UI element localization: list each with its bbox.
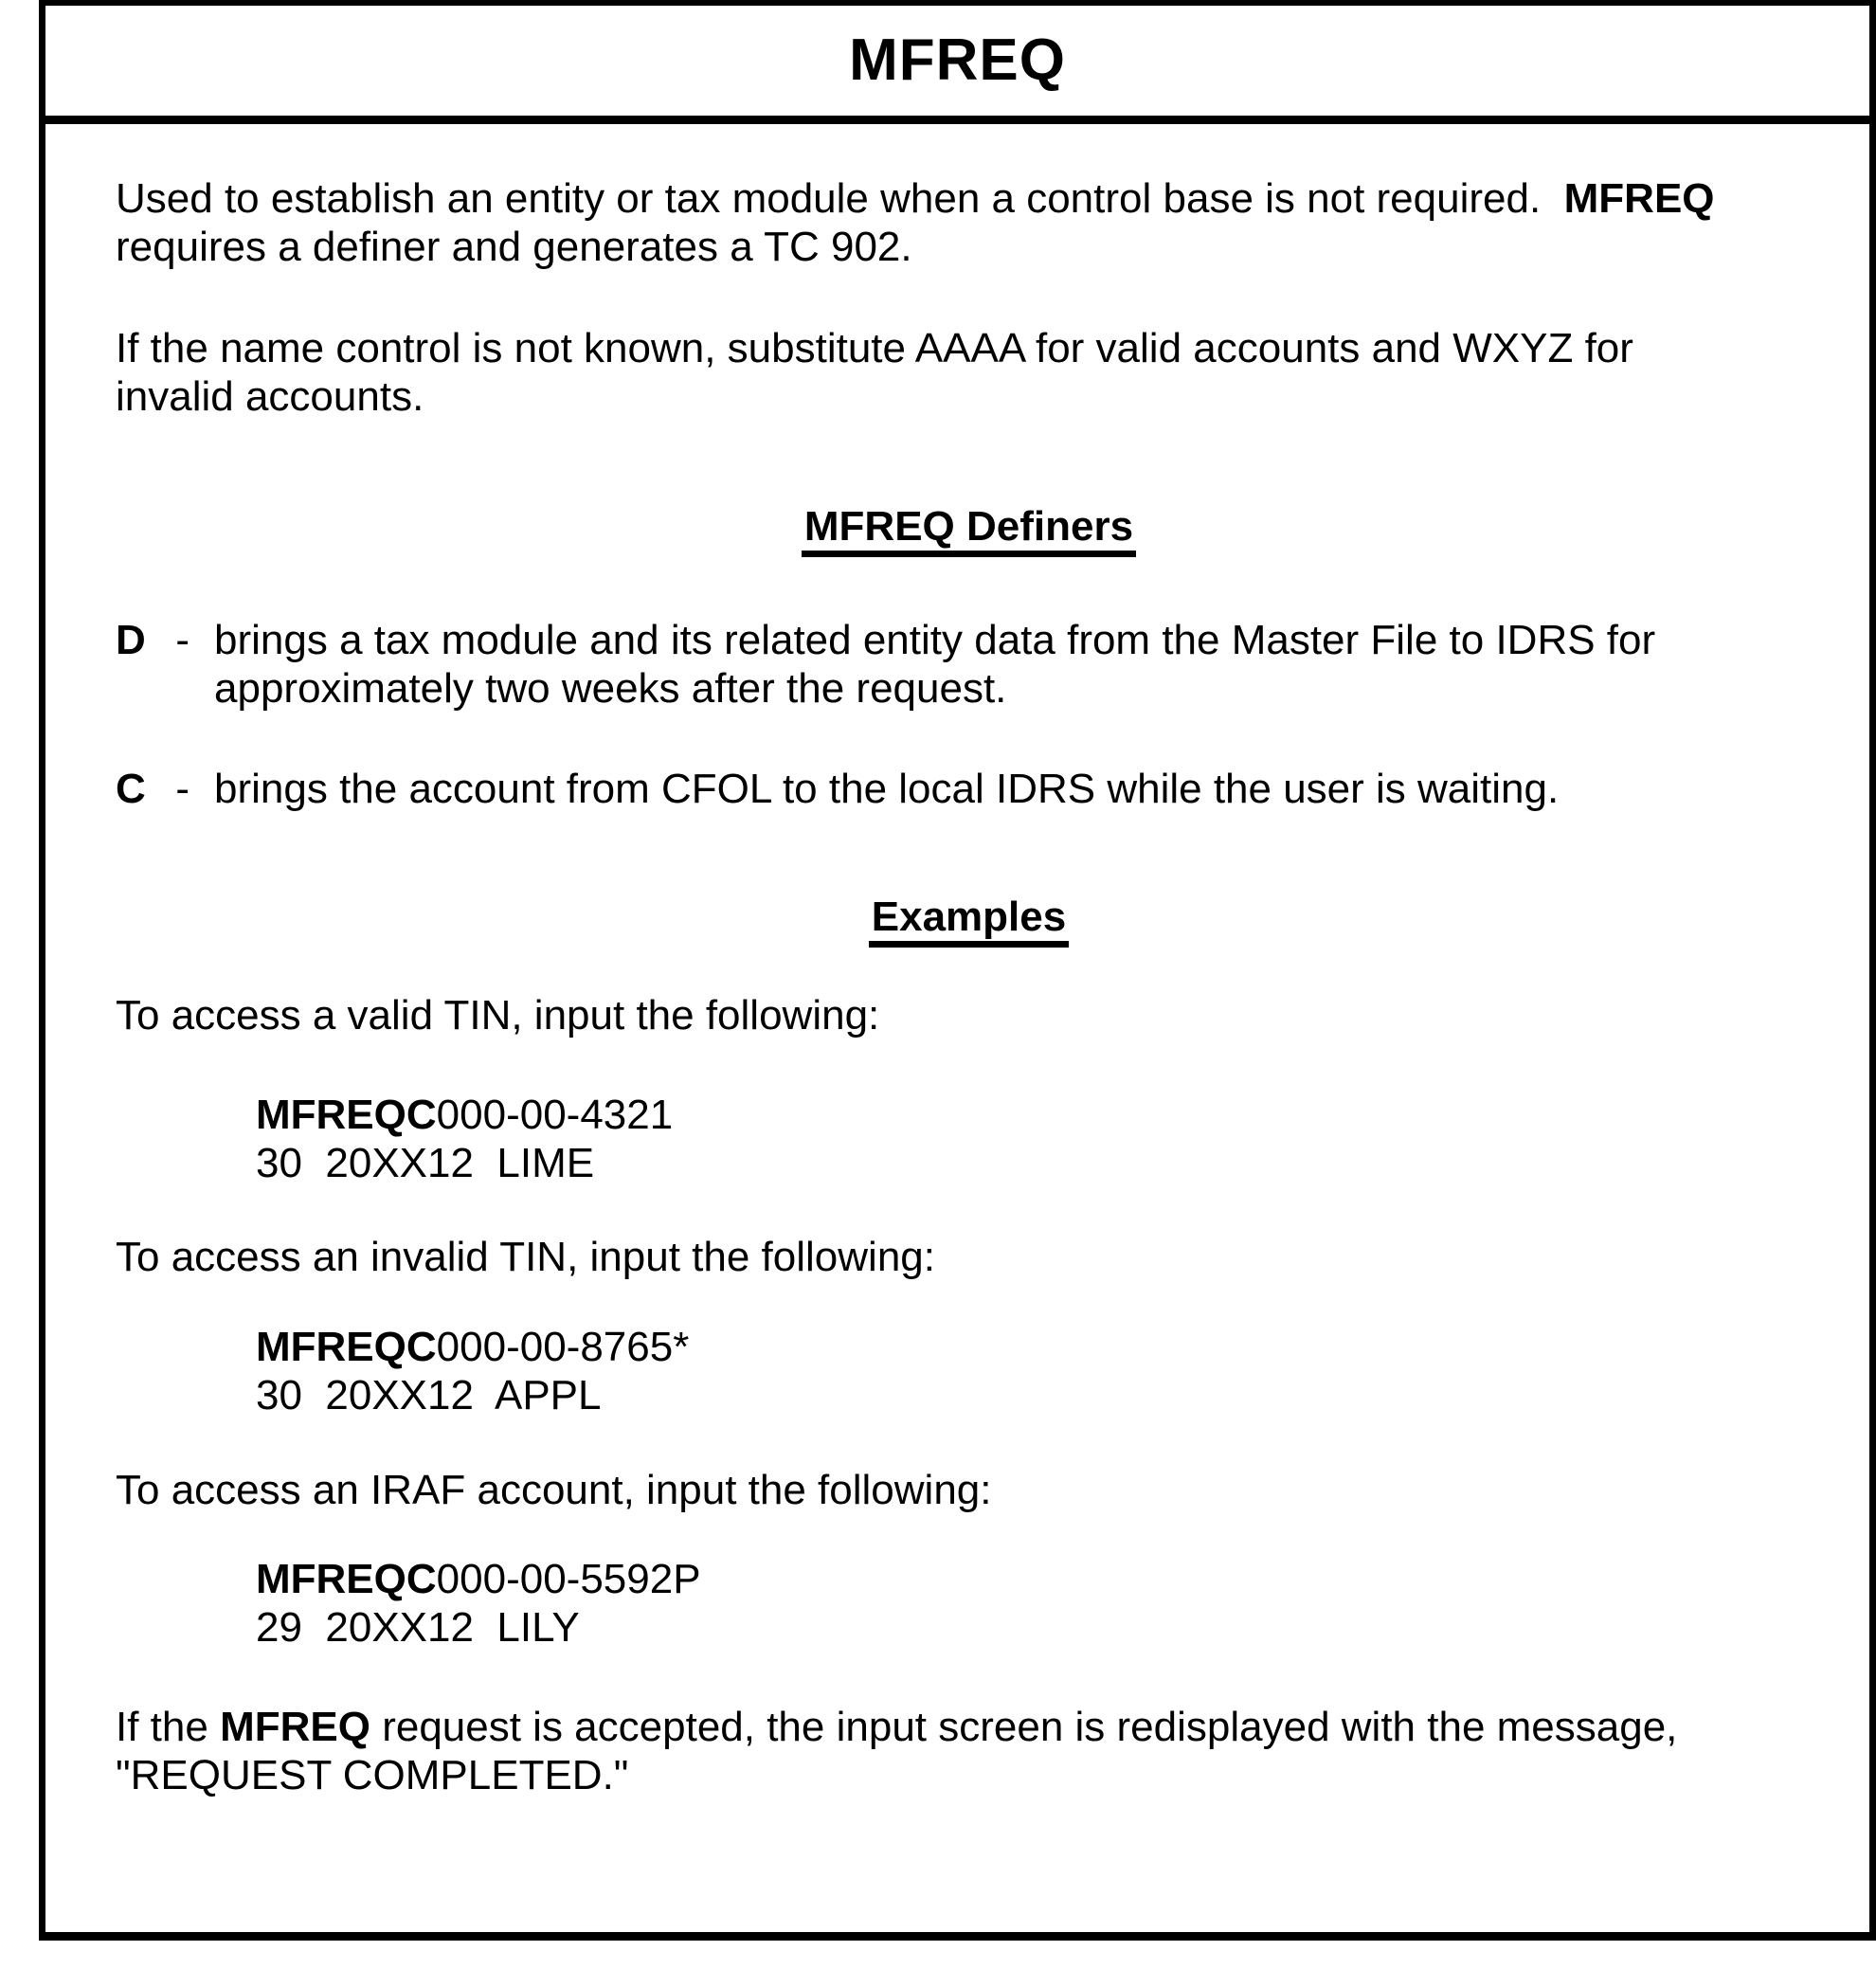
examples-heading: Examples: [869, 893, 1069, 948]
definer-item-c: [116, 765, 1822, 813]
definer-letter-c: C: [116, 766, 146, 812]
example-1-code: MFREQC000-00-4321 30 20XX12 LIME: [256, 1092, 674, 1186]
closing-paragraph: If the MFREQ request is accepted, the input screen is redisplayed with the message, "REQUEST COMPLETED.": [116, 1704, 1678, 1798]
title-bar: [45, 6, 1869, 124]
example-2-intro: To access an invalid TIN, input the following:: [116, 1234, 935, 1280]
definer-description-c: brings the account from CFOL to the local IDRS while the user is waiting.: [214, 766, 1560, 812]
definer-letter-d: D: [116, 617, 146, 663]
page-title: MFREQ: [849, 27, 1066, 93]
definers-heading: MFREQ Definers: [802, 502, 1136, 557]
examples-heading-row: [116, 893, 1822, 948]
definer-dash-c: -: [175, 766, 189, 812]
example-1-intro: To access a valid TIN, input the following:: [116, 992, 880, 1039]
definers-heading-row: [116, 502, 1822, 557]
definer-label-d: [116, 616, 189, 664]
name-control-paragraph: If the name control is not known, substitute AAAA for valid accounts and WXYZ for invalid accounts.: [116, 325, 1633, 420]
intro-paragraph: Used to establish an entity or tax module when a control base is not required. MFREQ requires a definer and generates a TC 902.: [116, 175, 1715, 270]
definer-dash-d: -: [175, 617, 189, 663]
example-3-code: MFREQC000-00-5592P 29 20XX12 LILY: [256, 1556, 701, 1651]
example-2-code: MFREQC000-00-8765* 30 20XX12 APPL: [256, 1324, 690, 1418]
definer-label-c: [116, 765, 189, 813]
document-frame: [39, 0, 1876, 1941]
example-3-intro: To access an IRAF account, input the following:: [116, 1467, 992, 1513]
definer-description-d: brings a tax module and its related entity data from the Master File to IDRS for approximately two weeks after the request.: [214, 617, 1656, 712]
definer-item-d: [116, 616, 1822, 713]
document-body: [45, 124, 1869, 1799]
